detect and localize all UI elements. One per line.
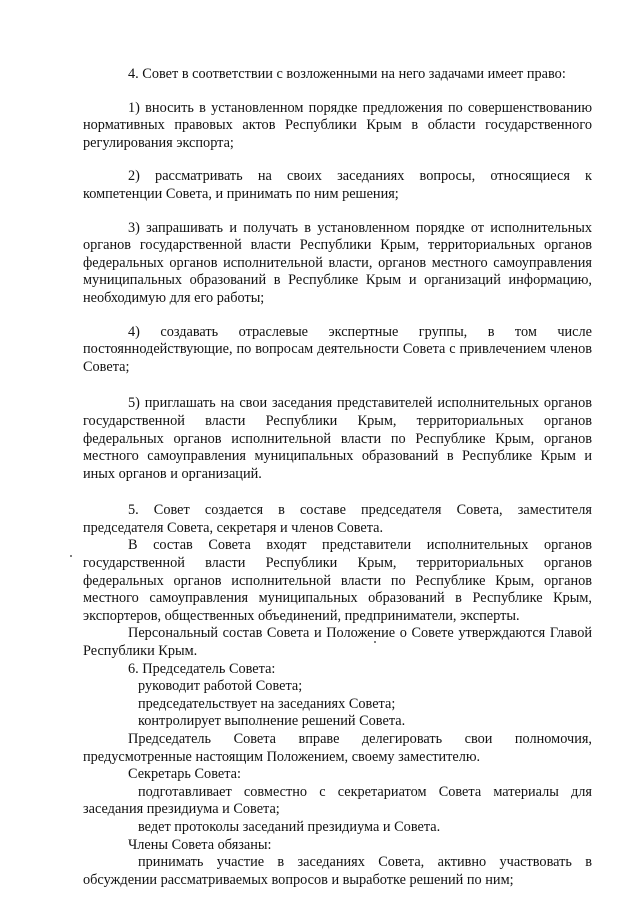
members-heading: Члены Совета обязаны: xyxy=(128,836,272,853)
section5-paragraph-3: Персональный состав Совета и Положение о Совете утверждаются Главой Республики Крым. xyxy=(83,625,592,660)
section4-intro: 4. Совет в соответствии с возложенными на него задачами имеет право: xyxy=(128,66,566,82)
document-page xyxy=(83,66,592,889)
chair-duty: председательствует на заседаниях Совета; xyxy=(138,695,396,712)
chair-duty: руководит работой Совета; xyxy=(138,678,303,695)
section5-paragraph-1: 5. Совет создается в составе председателя Совета, заместителя председателя Совета, секретаря и членов Совета. xyxy=(83,502,592,536)
section4-item-1: 1) вносить в установленном порядке предложения по совершенствованию нормативных правовых актов Республики Крым в области государственного регулирования экспорта; xyxy=(83,99,592,151)
secretary-heading: Секретарь Совета: xyxy=(128,766,241,783)
scan-speck xyxy=(70,555,72,557)
section4-item-4: 4) создавать отраслевые экспертные группы, в том числе постояннодействующие, по вопросам деятельности Совета с привлечением членов Совета; xyxy=(83,323,592,375)
chair-heading: 6. Председатель Совета: xyxy=(128,660,276,677)
section4-item-2: 2) рассматривать на своих заседаниях вопросы, относящиеся к компетенции Совета, и принимать по ним решения; xyxy=(83,168,592,202)
scan-speck xyxy=(374,641,376,643)
members-duty: принимать участие в заседаниях Совета, активно участвовать в обсуждении рассматриваемых вопросов и выработке решений по ним; xyxy=(83,854,592,888)
chair-delegation: Председатель Совета вправе делегировать свои полномочия, предусмотренные настоящим Положением, своему заместителю. xyxy=(83,731,592,765)
section4-item-5: 5) приглашать на свои заседания представителей исполнительных органов государственной власти Республики Крым, территориальных органов федеральных органов исполнительной власти по Республике Крым, органов местного самоуправления муниципальных образований в Республике Крым и иных органов и организаций. xyxy=(83,395,592,482)
section5-paragraph-2: В состав Совета входят представители исполнительных органов государственной власти Республики Крым, территориальных органов федеральных органов исполнительной власти по Республике Крым, органов местного самоуправления муниципальных образований в Республике Крым, экспортеров, общественных объединений, предприниматели, эксперты. xyxy=(83,537,592,624)
section4-item-3: 3) запрашивать и получать в установленном порядке от исполнительных органов государственной власти Республики Крым, территориальных органов федеральных органов исполнительной власти, органов местного самоуправления муниципальных образований в Республике Крым и организаций информацию, необходимую для его работы; xyxy=(83,219,592,306)
secretary-duty: подготавливает совместно с секретариатом Совета материалы для заседания президиума и Совета; xyxy=(83,783,592,818)
chair-duty: контролирует выполнение решений Совета. xyxy=(138,713,406,730)
secretary-duty: ведет протоколы заседаний президиума и Совета. xyxy=(138,818,441,835)
